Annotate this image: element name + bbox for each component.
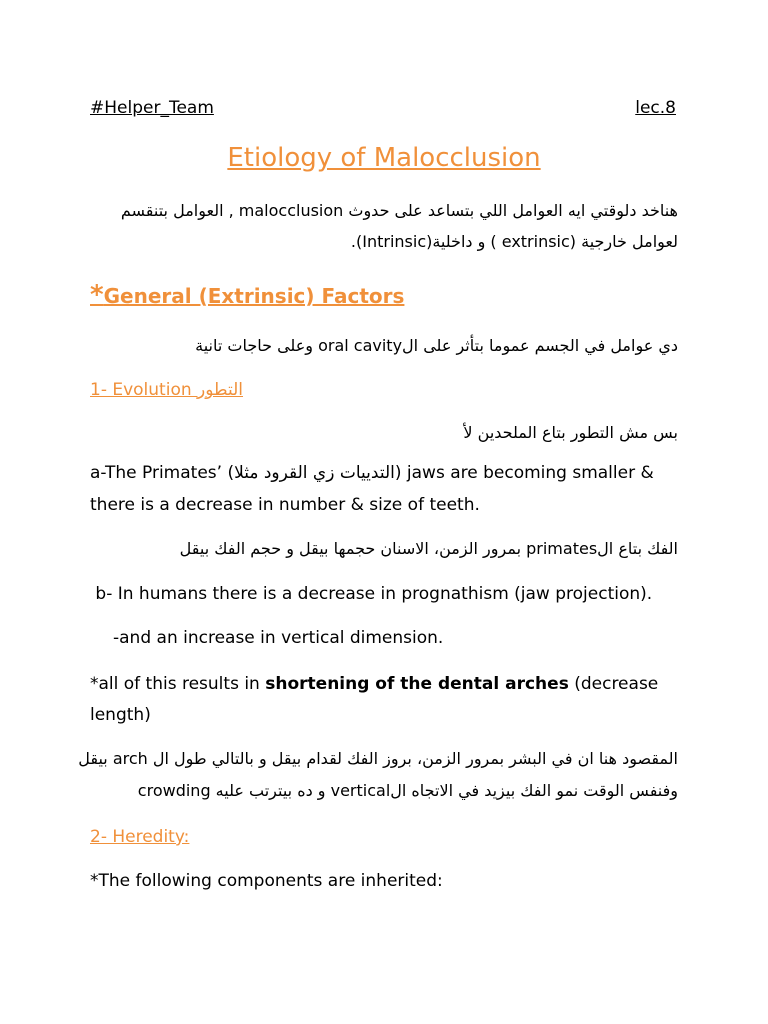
page-title: Etiology of Malocclusion (227, 143, 541, 173)
evolution-arabic-note: بس مش التطور بتاع الملحدين لأ (463, 423, 678, 442)
heredity-heading: 2- Heredity: (90, 827, 190, 847)
intro-line-2: لعوامل خارجية (extrinsic ) و داخلية(Intrinsic). (350, 232, 678, 251)
heredity-line: *The following components are inherited: (90, 871, 443, 891)
humans-line: b- In humans there is a decrease in prognathism (jaw projection). (90, 584, 653, 604)
primates-line-1: a-The Primates’ (التدييات زي القرود مثلا) jaws are becoming smaller & (90, 463, 654, 483)
general-arabic-note: دي عوامل في الجسم عموما بتأثر على الoral cavity وعلى حاجات تانية (195, 336, 678, 355)
header-left: #Helper_Team (90, 98, 214, 118)
section-heading-general (90, 282, 404, 309)
result-prefix: *all of this results in (90, 674, 266, 694)
heading-star: * (90, 280, 104, 310)
header-right: lec.8 (635, 98, 676, 118)
heading-text: General (Extrinsic) Factors (103, 284, 405, 308)
result-suffix: (decrease (568, 674, 659, 694)
arabic-explanation-line-1: المقصود هنا ان في البشر بمرور الزمن، بروز الفك لقدام بيقل و بالتالي طول ال arch بيقل (78, 749, 678, 768)
primates-line-2: there is a decrease in number & size of teeth. (90, 495, 480, 515)
evolution-heading: 1- Evolution التطور (90, 380, 244, 400)
vertical-line: -and an increase in vertical dimension. (113, 628, 444, 648)
result-line-2: length) (90, 705, 151, 725)
result-line-1 (90, 673, 658, 695)
primates-arabic: الفك بتاع الprimates بمرور الزمن، الاسنان حجمها بيقل و حجم الفك بيقل (179, 539, 678, 558)
result-bold: shortening of the dental arches (265, 674, 569, 694)
arabic-explanation-line-2: وفنفس الوقت نمو الفك بيزيد في الاتجاه الvertical و ده بيترتب عليه crowding (137, 781, 678, 800)
intro-line-1: هناخد دلوقتي ايه العوامل اللي بتساعد على حدوث malocclusion , العوامل بتنقسم (120, 201, 678, 220)
